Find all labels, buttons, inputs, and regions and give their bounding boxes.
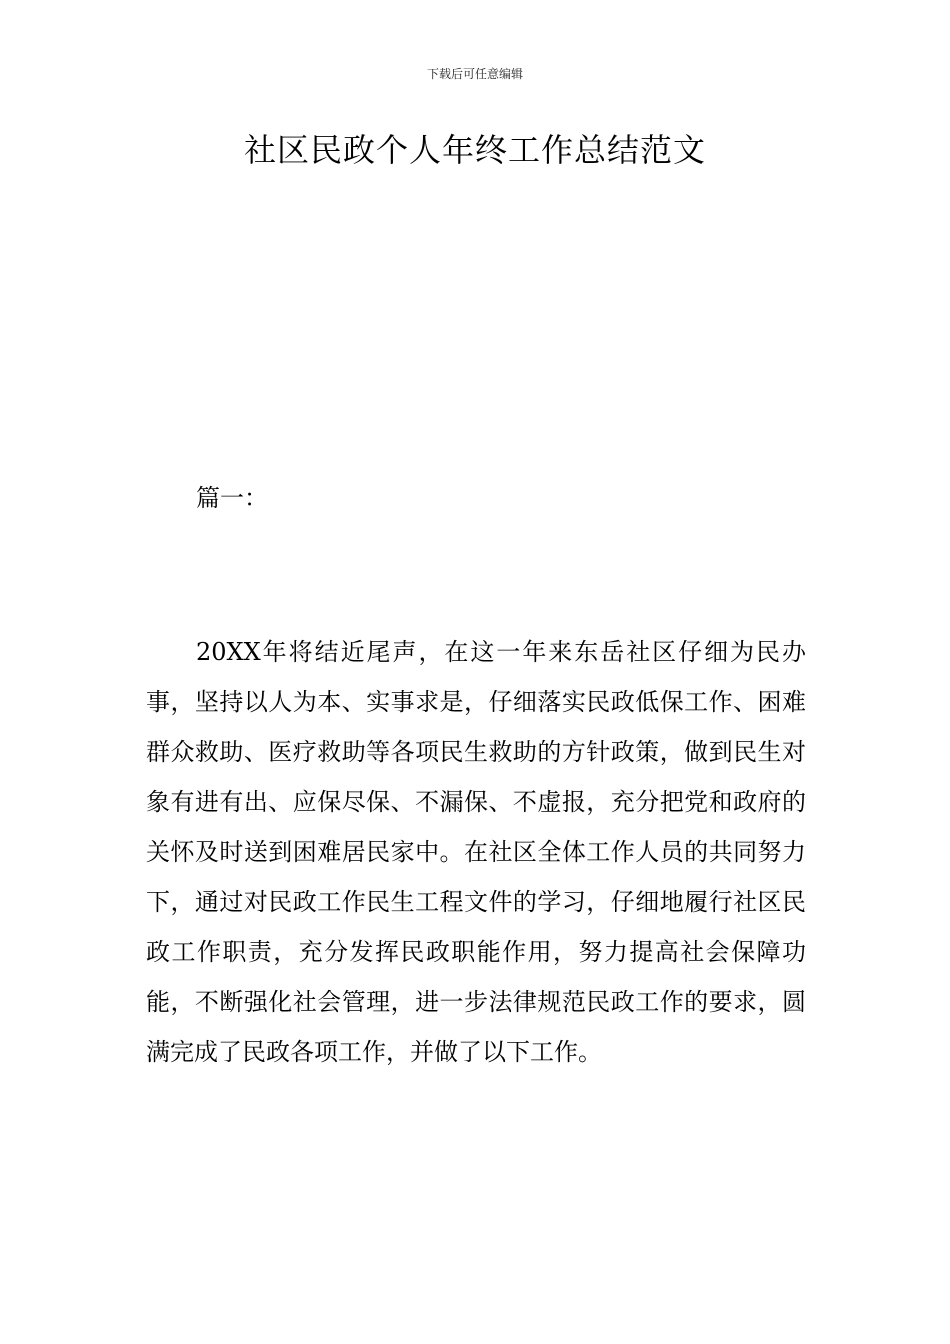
document-title: 社区民政个人年终工作总结范文 <box>243 131 706 169</box>
section-heading: 篇一： <box>196 484 268 512</box>
body-paragraph: 20XX年将结近尾声，在这一年来东岳社区仔细为民办事，坚持以人为本、实事求是，仔细落实民政低保工作、困难群众救助、医疗救助等各项民生救助的方针政策，做到民生对象有进有出、应保尽保、不漏保、不虚报，充分把党和政府的关怀及时送到困难居民家中。在社区全体工作人员的共同努力下，通过对民政工作民生工程文件的学习，仔细地履行社区民政工作职责，充分发挥民政职能作用，努力提高社会保障功能，不断强化社会管理，进一步法律规范民政工作的要求，圆满完成了民政各项工作，并做了以下工作。 <box>146 638 806 1066</box>
page-header-note: 下载后可任意编辑 <box>426 67 523 81</box>
